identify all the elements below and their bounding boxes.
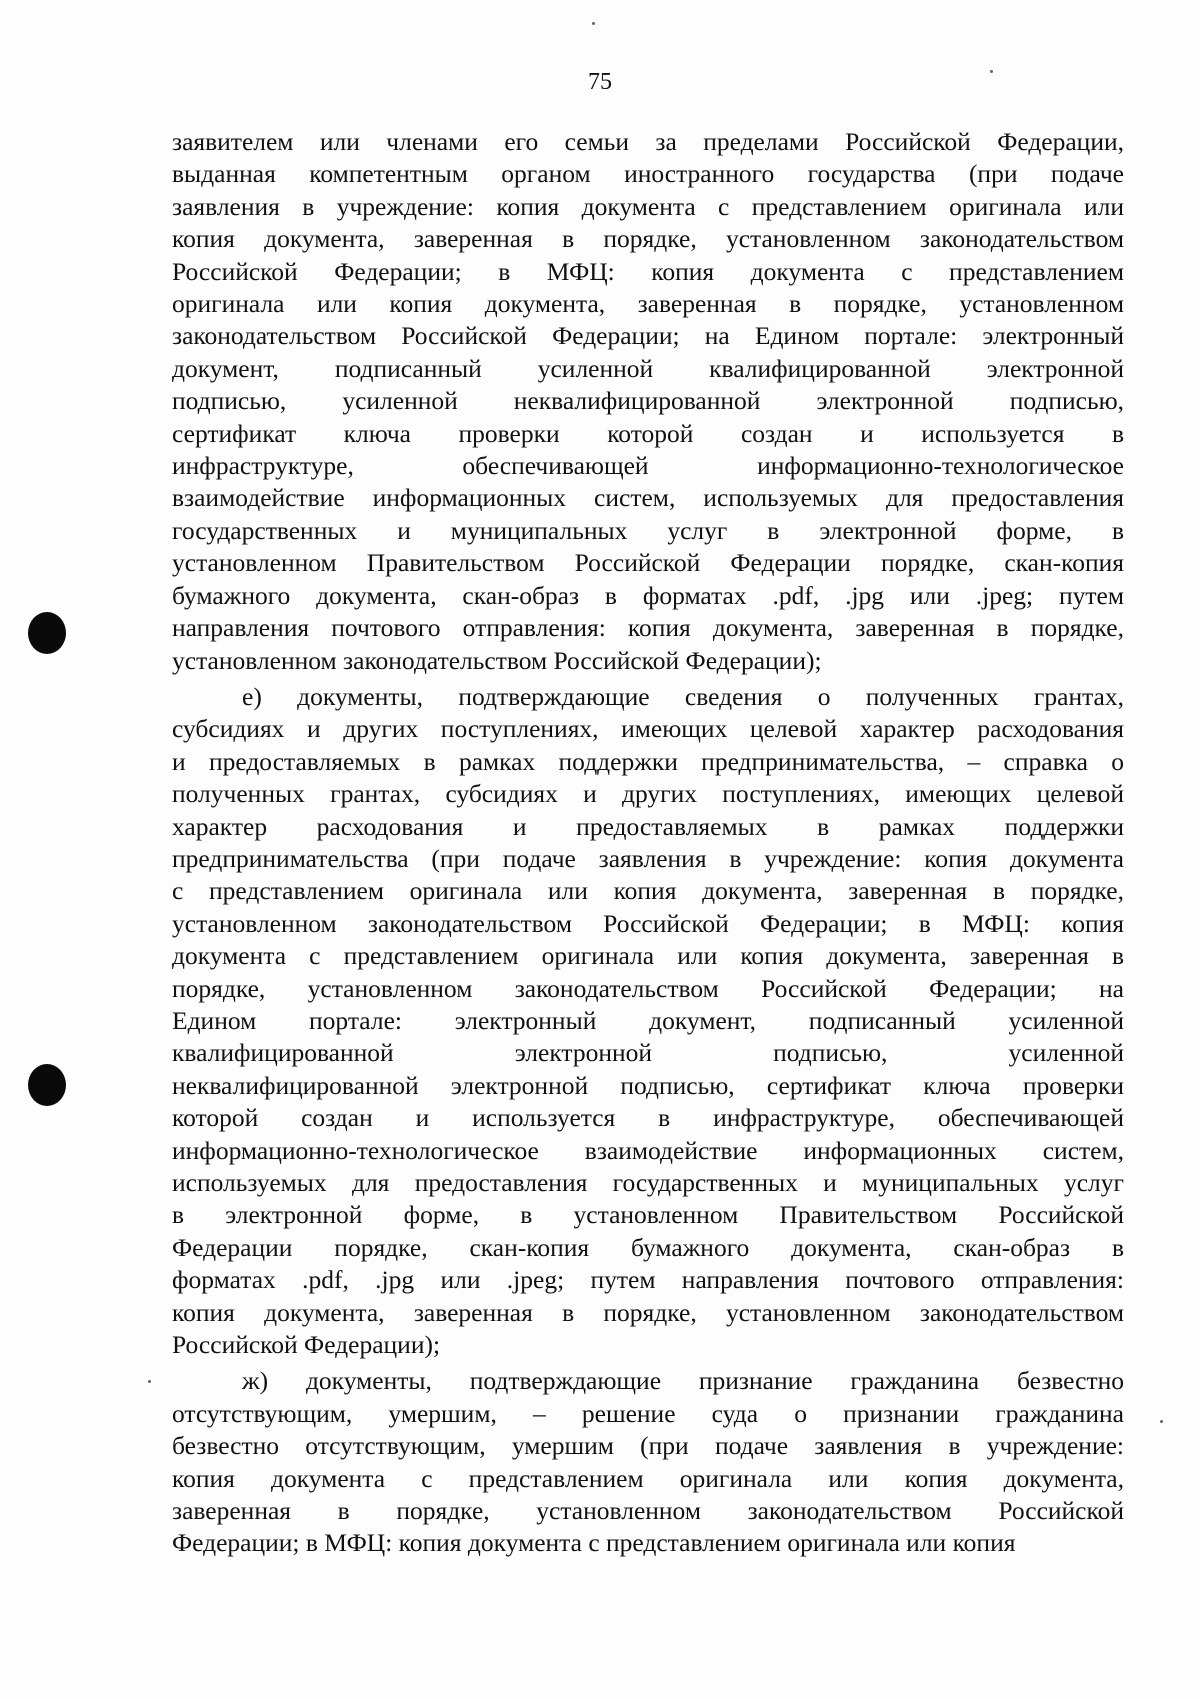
text-line: субсидиях и других поступлениях, имеющих целевой характер расходования [172,714,1124,744]
text-line: копия документа, заверенная в порядке, установленном законодательством [172,224,1124,254]
paragraph [172,1365,1124,1559]
text-line: документ, подписанный усиленной квалифицированной электронной [172,353,1124,383]
text-line: Российской Федерации); [172,1330,441,1360]
paragraph [172,126,1124,677]
text-line: ж) документы, подтверждающие признание гражданина безвестно [242,1366,1124,1396]
text-line: предпринимательства (при подаче заявления в учреждение: копия документа [172,843,1124,873]
document-body [172,126,1124,1560]
scan-speck [990,70,993,73]
text-line: отсутствующим, умершим, – решение суда о признании гражданина [172,1398,1124,1428]
text-line: информационно-технологическое взаимодействие информационных систем, [172,1135,1124,1165]
text-line: бумажного документа, скан-образ в форматах .pdf, .jpg или .jpeg; путем [172,580,1124,610]
text-line: документа с представлением оригинала или копия документа, заверенная в [172,941,1124,971]
text-line: безвестно отсутствующим, умершим (при подаче заявления в учреждение: [172,1431,1124,1461]
text-line: законодательством Российской Федерации; на Едином портале: электронный [172,321,1124,351]
binder-hole-bottom [28,1064,66,1106]
text-line: характер расходования и предоставляемых в рамках поддержки [172,811,1124,841]
text-line: установленном законодательством Российской Федерации); [172,645,822,675]
text-line: Российской Федерации; в МФЦ: копия документа с представлением [172,256,1124,286]
text-line: выданная компетентным органом иностранного государства (при подаче [172,159,1124,189]
scan-speck [1160,1420,1163,1423]
text-line: с представлением оригинала или копия документа, заверенная в порядке, [172,876,1124,906]
text-line: используемых для предоставления государственных и муниципальных услуг [172,1168,1124,1197]
text-line: квалифицированной электронной подписью, усиленной [172,1038,1124,1068]
text-line: заявителем или членами его семьи за пределами Российской Федерации, [172,127,1124,156]
text-line: подписью, усиленной неквалифицированной электронной подписью, [172,386,1124,416]
text-line: форматах .pdf, .jpg или .jpeg; путем направления почтового отправления: [172,1265,1124,1295]
text-line: заверенная в порядке, установленном законодательством Российской [172,1496,1124,1526]
text-line: полученных грантах, субсидиях и других поступлениях, имеющих целевой [172,779,1124,809]
text-line: инфраструктуре, обеспечивающей информационно-технологическое [172,451,1124,481]
page-number: 75 [588,69,612,95]
text-line: неквалифицированной электронной подписью, сертификат ключа проверки [172,1070,1124,1100]
text-line: установленном Правительством Российской Федерации порядке, скан-копия [172,548,1124,578]
text-line: взаимодействие информационных систем, используемых для предоставления [172,483,1124,513]
scan-speck [148,1380,151,1383]
text-line: копия документа с представлением оригинала или копия документа, [172,1463,1124,1493]
text-line: государственных и муниципальных услуг в электронной форме, в [172,515,1124,545]
binder-hole-top [28,612,66,654]
text-line: порядке, установленном законодательством Российской Федерации; на [172,973,1124,1003]
text-line: которой создан и используется в инфраструктуре, обеспечивающей [172,1103,1124,1133]
text-line: сертификат ключа проверки которой создан и используется в [172,418,1124,448]
text-line: Едином портале: электронный документ, подписанный усиленной [172,1005,1124,1035]
text-line: заявления в учреждение: копия документа с представлением оригинала или [172,191,1124,221]
text-line: и предоставляемых в рамках поддержки предпринимательства, – справка о [172,746,1124,776]
scan-speck [592,22,595,25]
text-line: Федерации; в МФЦ: копия документа с представлением оригинала или копия [172,1528,1016,1558]
text-line: установленном законодательством Российской Федерации; в МФЦ: копия [172,908,1124,938]
text-line: е) документы, подтверждающие сведения о полученных грантах, [242,681,1124,711]
text-line: направления почтового отправления: копия документа, заверенная в порядке, [172,613,1124,643]
text-line: копия документа, заверенная в порядке, установленном законодательством [172,1297,1124,1327]
text-line: оригинала или копия документа, заверенная в порядке, установленном [172,289,1124,319]
paragraph [172,681,1124,1362]
text-line: Федерации порядке, скан-копия бумажного документа, скан-образ в [172,1232,1124,1262]
text-line: в электронной форме, в установленном Правительством Российской [172,1200,1124,1230]
